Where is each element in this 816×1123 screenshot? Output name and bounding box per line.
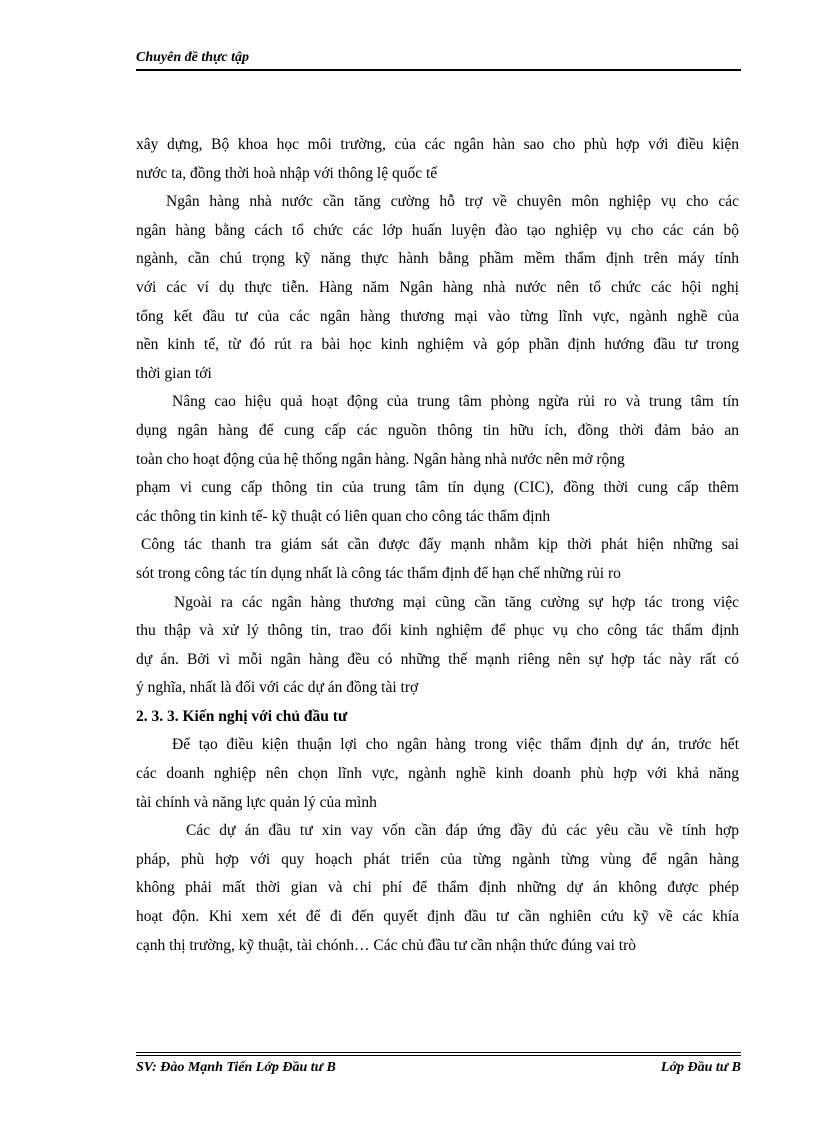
text-line: dụng ngân hàng để cung cấp các nguồn thông tin hữu ích, đồng thời đảm bảo an [136, 421, 739, 439]
text-line: ý nghĩa, nhất là đối với các dự án đồng tài trợ [136, 679, 419, 697]
header-title: Chuyên đề thực tập [136, 50, 250, 65]
header-rule [136, 69, 741, 71]
text-line: thu thập và xử lý thông tin, trao đổi kinh nghiệm để phục vụ cho công tác thẩm định [136, 622, 739, 640]
text-line: sót trong công tác tín dụng nhất là công tác thẩm định để hạn chế những rủi ro [136, 564, 621, 582]
footer-author: SV: Đào Mạnh Tiến Lớp Đầu tư B [136, 1060, 336, 1075]
text-line: pháp, phù hợp với quy hoạch phát triển của từng ngành từng vùng để ngân hàng [136, 850, 739, 868]
body-text [136, 131, 739, 960]
text-line: tổng kết đầu tư của các ngân hàng thương mại vào từng lĩnh vực, ngành nghề của [136, 307, 739, 325]
text-line: không phải mất thời gian và chi phí để thẩm định những dự án không được phép [136, 879, 739, 897]
section-heading: 2. 3. 3. Kiến nghị với chủ đầu tư [136, 707, 348, 725]
text-line: ngân hàng bằng cách tổ chức các lớp huấn luyện đào tạo nghiệp vụ cho các cán bộ [136, 221, 739, 239]
footer-class: Lớp Đầu tư B [660, 1060, 741, 1075]
text-line: các thông tin kinh tế- kỹ thuật có liên quan cho công tác thẩm định [136, 507, 551, 525]
text-line: xây dựng, Bộ khoa học môi trường, của các ngân hàn sao cho phù hợp với điều kiện [136, 136, 739, 153]
text-line: hoạt độn. Khi xem xét để đi đến quyết định đầu tư cần nghiên cứu kỹ về các khía [136, 908, 739, 926]
text-line: dự án. Bởi vì mỗi ngân hàng đều có những thế mạnh riêng nên sự hợp tác này rất có [136, 650, 739, 668]
text-line: Để tạo điều kiện thuận lợi cho ngân hàng trong việc thẩm định dự án, trước hết [172, 736, 739, 754]
text-line: Nâng cao hiệu quả hoạt động của trung tâm phòng ngừa rủi ro và trung tâm tín [172, 393, 739, 411]
text-line: ngành, cần chú trọng kỹ năng thực hành bằng phầm mềm thẩm định trên máy tính [136, 250, 739, 268]
text-line: tài chính và năng lực quản lý của mình [136, 793, 377, 811]
footer-rule-double [136, 1055, 741, 1056]
page-header [136, 49, 741, 71]
text-line: cạnh thị trường, kỹ thuật, tài chónh… Các chủ đầu tư cần nhận thức đúng vai trò [136, 936, 636, 954]
footer-rule [136, 1052, 741, 1053]
text-line: phạm vi cung cấp thông tin của trung tâm tín dụng (CIC), đồng thời cung cấp thêm [136, 479, 739, 497]
text-line: với các ví dụ thực tiễn. Hàng năm Ngân hàng nhà nước nên tổ chức các hội nghị [136, 278, 739, 296]
text-line: Các dự án đầu tư xin vay vốn cần đáp ứng đầy đủ các yêu cầu về tính hợp [186, 822, 739, 840]
text-line: Ngân hàng nhà nước cần tăng cường hỗ trợ về chuyên môn nghiệp vụ cho các [166, 193, 739, 211]
text-line: Công tác thanh tra giám sát cần được đẩy mạnh nhằm kịp thời phát hiện những sai [141, 536, 739, 554]
text-line: Ngoài ra các ngân hàng thương mại cũng cần tăng cường sự hợp tác trong việc [174, 593, 739, 611]
text-line: nước ta, đồng thời hoà nhập với thông lệ quốc tế [136, 164, 438, 182]
text-line: các doanh nghiệp nên chọn lĩnh vực, ngành nghề kinh doanh phù hợp với khả năng [136, 765, 739, 783]
text-line: toàn cho hoạt động của hệ thống ngân hàng. Ngân hàng nhà nước nên mở rộng [136, 450, 625, 468]
text-line: thời gian tới [136, 364, 212, 382]
page-footer [136, 1052, 741, 1076]
text-line: nền kinh tế, từ đó rút ra bài học kinh nghiệm và góp phần định hướng đầu tư trong [136, 336, 739, 354]
